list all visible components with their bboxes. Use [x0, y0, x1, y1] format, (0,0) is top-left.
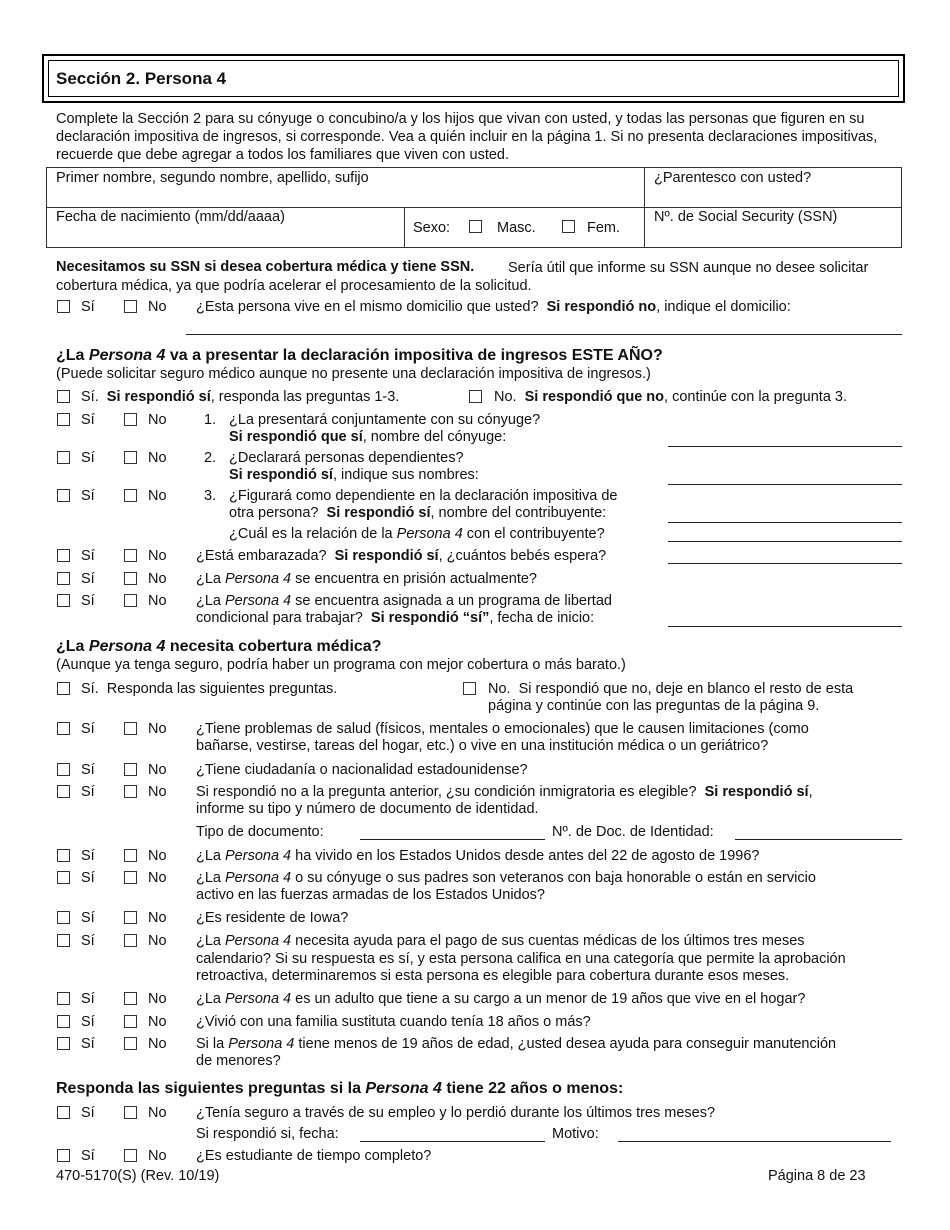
since1996-no-checkbox[interactable] [124, 849, 137, 862]
no-label: No [148, 548, 167, 564]
address-yes-checkbox[interactable] [57, 300, 70, 313]
yes-label: Sí [81, 299, 95, 315]
lost-insurance-reason-label: Motivo: [552, 1126, 599, 1142]
no-label: No [148, 784, 167, 800]
immigration-question-2: informe su tipo y número de documento de identidad. [196, 801, 539, 817]
student-yes-checkbox[interactable] [57, 1149, 70, 1162]
caretaker-no-checkbox[interactable] [124, 992, 137, 1005]
doc-number-line[interactable] [735, 839, 902, 840]
address-no-checkbox[interactable] [124, 300, 137, 313]
no-label: No [148, 299, 167, 315]
veteran-question-2: activo en las fuerzas armadas de los Estados Unidos? [196, 887, 545, 903]
young-heading: Responda las siguientes preguntas si la Persona 4 tiene 22 años o menos: [56, 1080, 624, 1097]
doc-type-line[interactable] [360, 839, 545, 840]
yes-label: Sí [81, 1105, 95, 1121]
lost-insurance-no-checkbox[interactable] [124, 1106, 137, 1119]
iowa-no-checkbox[interactable] [124, 911, 137, 924]
coverage-subheading: (Aunque ya tenga seguro, podría haber un programa con mejor cobertura o más barato.) [56, 657, 626, 673]
male-label: Masc. [497, 220, 536, 236]
parole-yes-checkbox[interactable] [57, 594, 70, 607]
yes-label: Sí [81, 991, 95, 1007]
parole-question: ¿La Persona 4 se encuentra asignada a un programa de libertad [196, 593, 612, 609]
prison-question: ¿La Persona 4 se encuentra en prisión actualmente? [196, 571, 537, 587]
support-question: Si la Persona 4 tiene menos de 19 años de edad, ¿usted desea ayuda para conseguir manutención [196, 1036, 837, 1052]
table-col-divider [404, 207, 405, 248]
student-question: ¿Es estudiante de tiempo completo? [196, 1148, 432, 1164]
yes-label: Sí [81, 933, 95, 949]
no-label: No [148, 721, 167, 737]
yes-label: Sí [81, 848, 95, 864]
pregnant-no-checkbox[interactable] [124, 549, 137, 562]
lost-insurance-date-label: Si respondió si, fecha: [196, 1126, 339, 1142]
bills-yes-checkbox[interactable] [57, 934, 70, 947]
coverage-no-checkbox[interactable] [463, 682, 476, 695]
yes-label: Sí [81, 910, 95, 926]
spouse-name-line[interactable] [668, 446, 902, 447]
coverage-yes-checkbox[interactable] [57, 682, 70, 695]
ssn-note: Sería útil que informe su SSN aunque no desee solicitar cobertura médica, ya que podría acelerar el procesamiento de la solicitud. [56, 260, 869, 294]
iowa-question: ¿Es residente de Iowa? [196, 910, 349, 926]
q1-yes-checkbox[interactable] [57, 413, 70, 426]
tax-yes-text: Sí. Si respondió sí, responda las preguntas 1-3. [81, 389, 400, 405]
ssn-note-line1: Necesitamos su SSN si desea cobertura médica y tiene SSN. [56, 259, 475, 275]
iowa-yes-checkbox[interactable] [57, 911, 70, 924]
caretaker-yes-checkbox[interactable] [57, 992, 70, 1005]
health-question: ¿Tiene problemas de salud (físicos, mentales o emocionales) que le causen limitaciones (como [196, 721, 809, 737]
q2-followup: Si respondió sí, indique sus nombres: [229, 467, 479, 483]
health-yes-checkbox[interactable] [57, 722, 70, 735]
since1996-question: ¿La Persona 4 ha vivido en los Estados Unidos desde antes del 22 de agosto de 1996? [196, 848, 760, 864]
address-input-line[interactable] [186, 334, 902, 335]
pregnant-yes-checkbox[interactable] [57, 549, 70, 562]
yes-label: Sí [81, 593, 95, 609]
parole-no-checkbox[interactable] [124, 594, 137, 607]
q1-no-checkbox[interactable] [124, 413, 137, 426]
yes-label: Sí [81, 1036, 95, 1052]
immigration-no-checkbox[interactable] [124, 785, 137, 798]
tax-no-checkbox[interactable] [469, 390, 482, 403]
doc-type-label: Tipo de documento: [196, 824, 324, 840]
ssn-field-label[interactable]: Nº. de Social Security (SSN) [654, 209, 838, 225]
bills-no-checkbox[interactable] [124, 934, 137, 947]
dependents-names-line[interactable] [668, 484, 902, 485]
bills-question-3: retroactiva, determinaremos si esta persona es elegible para cobertura durante esos meses. [196, 968, 790, 984]
bills-question: ¿La Persona 4 necesita ayuda para el pago de sus cuentas médicas de los últimos tres meses [196, 933, 805, 949]
lost-insurance-yes-checkbox[interactable] [57, 1106, 70, 1119]
q3-followup: otra persona? Si respondió sí, nombre del contribuyente: [229, 505, 607, 521]
coverage-heading: ¿La Persona 4 necesita cobertura médica? [56, 638, 382, 655]
coverage-no-text-2: página y continúe con las preguntas de la página 9. [488, 698, 820, 714]
citizen-question: ¿Tiene ciudadanía o nacionalidad estadounidense? [196, 762, 528, 778]
support-no-checkbox[interactable] [124, 1037, 137, 1050]
no-label: No [148, 762, 167, 778]
intro-text: Complete la Sección 2 para su cónyuge o concubino/a y los hijos que vivan con usted, y todas las personas que figuren en su declaración impositiva de ingresos, si corresponde. Vea a quién incluir en la página 1. Si no presenta declaraciones impositivas, recuerde que debe agregar a todos los familiares que viven con usted. [56, 111, 878, 163]
no-label: No [148, 910, 167, 926]
page-number: Página 8 de 23 [768, 1168, 866, 1184]
q2-no-checkbox[interactable] [124, 451, 137, 464]
q2-number: 2. [204, 450, 217, 466]
coverage-no-text: No. Si respondió que no, deje en blanco el resto de esta [488, 681, 854, 697]
yes-label: Sí [81, 488, 95, 504]
table-row-divider [46, 207, 902, 208]
name-field-label[interactable]: Primer nombre, segundo nombre, apellido, sufijo [56, 170, 369, 186]
student-no-checkbox[interactable] [124, 1149, 137, 1162]
yes-label: Sí [81, 762, 95, 778]
no-label: No [148, 1014, 167, 1030]
foster-yes-checkbox[interactable] [57, 1015, 70, 1028]
no-label: No [148, 870, 167, 886]
lost-insurance-reason-line[interactable] [618, 1141, 891, 1142]
prison-no-checkbox[interactable] [124, 572, 137, 585]
yes-label: Sí [81, 571, 95, 587]
bills-question-2: calendario? Si su respuesta es sí, y esta persona califica en una categoría que permite la aprobación [196, 951, 846, 967]
q3-number: 3. [204, 488, 217, 504]
tax-subheading: (Puede solicitar seguro médico aunque no presente una declaración impositiva de ingresos.) [56, 366, 651, 382]
tax-no-text: No. Si respondió que no, continúe con la pregunta 3. [494, 389, 848, 405]
since1996-yes-checkbox[interactable] [57, 849, 70, 862]
tax-heading: ¿La Persona 4 va a presentar la declaración impositiva de ingresos ESTE AÑO? [56, 347, 663, 364]
taxpayer-name-line[interactable] [668, 522, 902, 523]
section-title: Sección 2. Persona 4 [56, 69, 227, 88]
yes-label: Sí [81, 412, 95, 428]
babies-count-line[interactable] [668, 563, 902, 564]
tax-yes-checkbox[interactable] [57, 390, 70, 403]
relation-field-label[interactable]: ¿Parentesco con usted? [654, 170, 812, 186]
no-label: No [148, 848, 167, 864]
lost-insurance-date-line[interactable] [360, 1141, 545, 1142]
foster-question: ¿Vivió con una familia sustituta cuando tenía 18 años o más? [196, 1014, 591, 1030]
q3-text: ¿Figurará como dependiente en la declaración impositiva de [229, 488, 618, 504]
health-no-checkbox[interactable] [124, 722, 137, 735]
female-label: Fem. [587, 220, 621, 236]
no-label: No [148, 488, 167, 504]
q2-yes-checkbox[interactable] [57, 451, 70, 464]
support-yes-checkbox[interactable] [57, 1037, 70, 1050]
coverage-yes-text: Sí. Responda las siguientes preguntas. [81, 681, 338, 697]
veteran-yes-checkbox[interactable] [57, 871, 70, 884]
immigration-yes-checkbox[interactable] [57, 785, 70, 798]
taxpayer-relation-line[interactable] [668, 541, 902, 542]
no-label: No [148, 1148, 167, 1164]
caretaker-question: ¿La Persona 4 es un adulto que tiene a su cargo a un menor de 19 años que vive en el hogar? [196, 991, 806, 1007]
q1-number: 1. [204, 412, 217, 428]
yes-label: Sí [81, 870, 95, 886]
dob-field-label[interactable]: Fecha de nacimiento (mm/dd/aaaa) [56, 209, 285, 225]
form-id: 470-5170(S) (Rev. 10/19) [56, 1168, 220, 1184]
q1-followup: Si respondió que sí, nombre del cónyuge: [229, 429, 507, 445]
table-col-divider [644, 167, 645, 248]
no-label: No [148, 412, 167, 428]
veteran-no-checkbox[interactable] [124, 871, 137, 884]
lost-insurance-question: ¿Tenía seguro a través de su empleo y lo perdió durante los últimos tres meses? [196, 1105, 716, 1121]
yes-label: Sí [81, 784, 95, 800]
q1-text: ¿La presentará conjuntamente con su cónyuge? [229, 412, 541, 428]
support-question-2: de menores? [196, 1053, 281, 1069]
q2-text: ¿Declarará personas dependientes? [229, 450, 464, 466]
no-label: No [148, 450, 167, 466]
citizen-no-checkbox[interactable] [124, 763, 137, 776]
male-checkbox[interactable] [469, 220, 482, 233]
pregnant-question: ¿Está embarazada? Si respondió sí, ¿cuántos bebés espera? [196, 548, 607, 564]
yes-label: Sí [81, 450, 95, 466]
yes-label: Sí [81, 1014, 95, 1030]
health-question-2: bañarse, vestirse, tareas del hogar, etc.) o vive en una institución médica o un geriátrico? [196, 738, 769, 754]
no-label: No [148, 593, 167, 609]
doc-number-label: Nº. de Doc. de Identidad: [552, 824, 714, 840]
q3-relation: ¿Cuál es la relación de la Persona 4 con el contribuyente? [229, 526, 605, 542]
yes-label: Sí [81, 548, 95, 564]
citizen-yes-checkbox[interactable] [57, 763, 70, 776]
parole-date-line[interactable] [668, 626, 902, 627]
veteran-question: ¿La Persona 4 o su cónyuge o sus padres son veteranos con baja honorable o están en servicio [196, 870, 816, 886]
q3-no-checkbox[interactable] [124, 489, 137, 502]
foster-no-checkbox[interactable] [124, 1015, 137, 1028]
q3-yes-checkbox[interactable] [57, 489, 70, 502]
no-label: No [148, 933, 167, 949]
no-label: No [148, 1036, 167, 1052]
no-label: No [148, 1105, 167, 1121]
immigration-question: Si respondió no a la pregunta anterior, ¿su condición inmigratoria es elegible? Si respondió sí, [196, 784, 813, 800]
no-label: No [148, 991, 167, 1007]
yes-label: Sí [81, 1148, 95, 1164]
yes-label: Sí [81, 721, 95, 737]
female-checkbox[interactable] [562, 220, 575, 233]
address-question: ¿Esta persona vive en el mismo domicilio que usted? Si respondió no, indique el domicilio: [196, 299, 791, 315]
parole-followup: condicional para trabajar? Si respondió “sí”, fecha de inicio: [196, 610, 595, 626]
prison-yes-checkbox[interactable] [57, 572, 70, 585]
no-label: No [148, 571, 167, 587]
sex-label: Sexo: [413, 220, 451, 236]
